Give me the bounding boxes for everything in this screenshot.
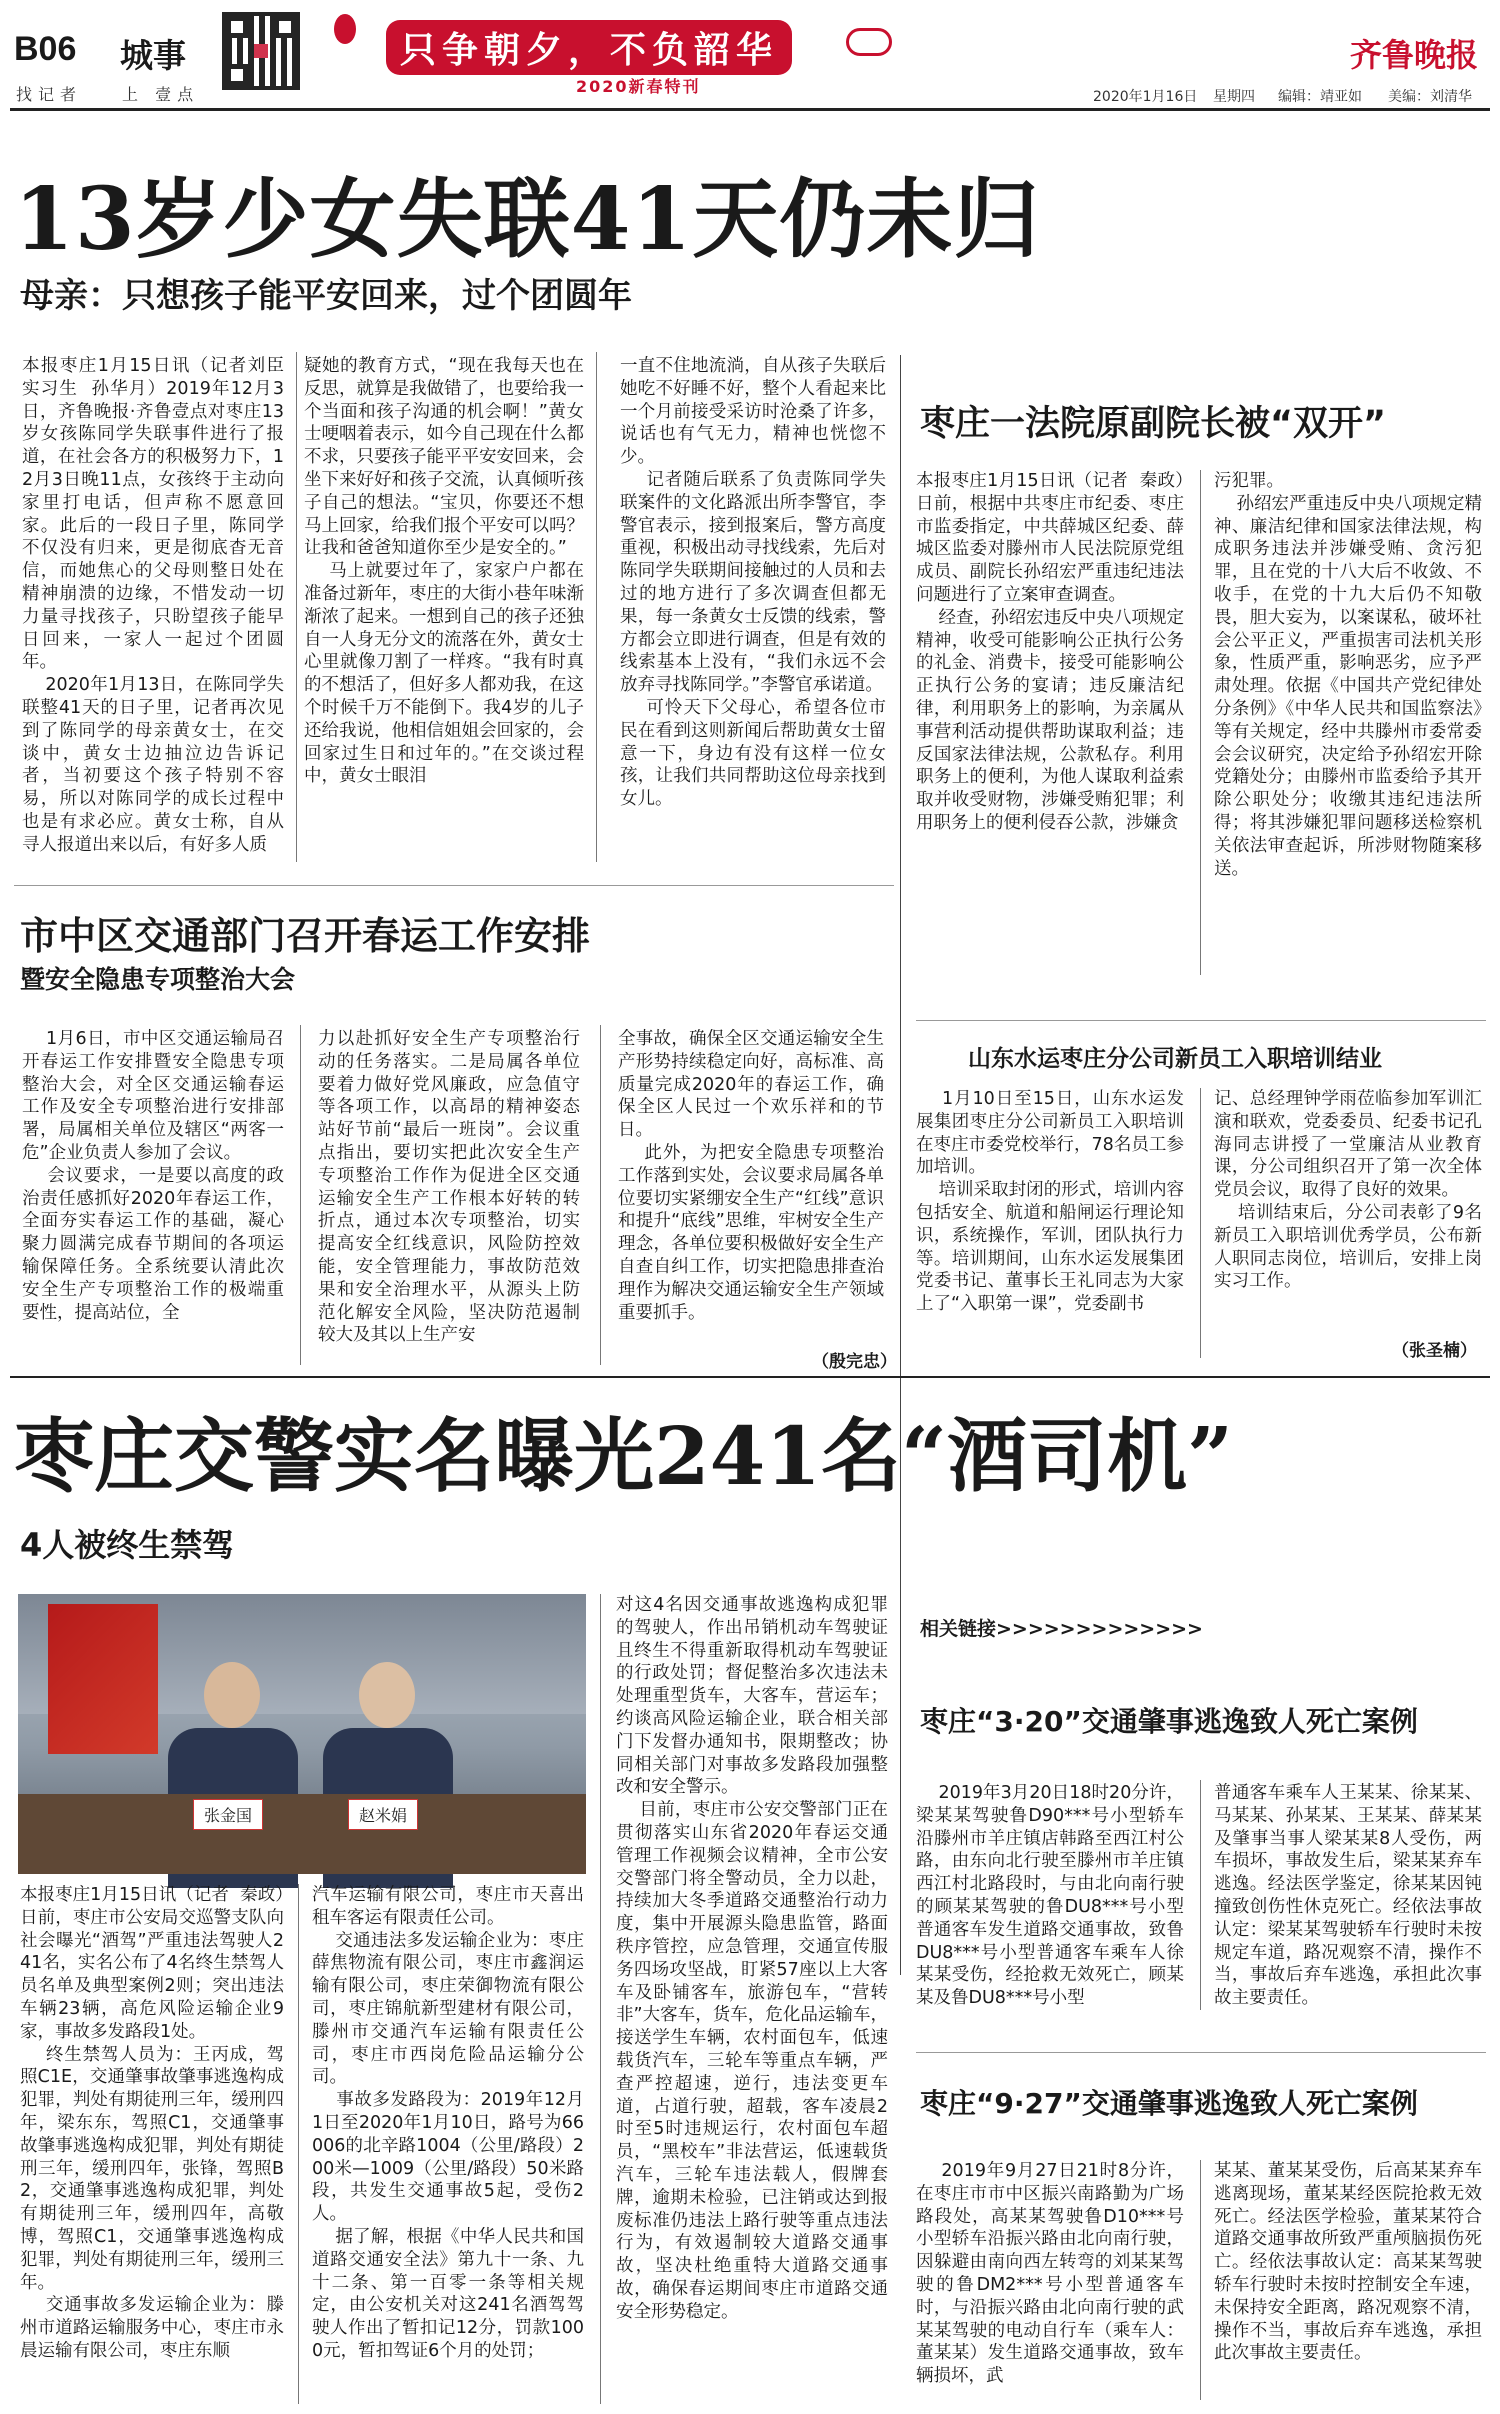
divider: [298, 1884, 299, 2404]
designer-credit: 美编：刘清华: [1388, 89, 1472, 105]
story1-col3: 一直不住地流淌，自从孩子失联后她吃不好睡不好，整个人看起来比一个月前接受采访时沧桑了许多，说话也有气无力，精神也恍惚不少。 记者随后联系了负责陈同学失联案件的文化路派出所李警官，李警官表示，接到报案后，警方高度重视，积极出动寻找线索，先后对陈同学失联期间接触过的人员和去过的地方进行了多次调查但都无果，每一条黄女士反馈的线索，警方都会立即进行调查，但是有效的线索基本上没有，“我们永远不会放弃寻找陈同学。”李警官承诺道。 可怜天下父母心，希望各位市民在看到这则新闻后帮助黄女士留意一下，身边有没有这样一位女孩，让我们共同帮助这位母亲找到女儿。: [620, 356, 886, 810]
issue-weekday: 星期四: [1213, 89, 1255, 105]
conference-desk: [18, 1794, 586, 1874]
issue-date: 2020年1月16日: [1093, 89, 1198, 105]
story3-subhead: 暨安全隐患专项整治大会: [20, 965, 296, 994]
divider: [296, 352, 297, 862]
story2-col2: 污犯罪。 孙绍宏严重违反中央八项规定精神、廉洁纪律和国家法律法规，构成职务违法并涉嫌受贿、贪污犯罪，且在党的十八大后不收敛、不收手，在党的十九大后仍不知敬畏，胆大妄为，以案谋私，破坏社会公平正义，严重损害司法机关形象，性质严重，影响恶劣，应予严肃处理。依据《中国共产党纪律处分条例》《中华人民共和国监察法》等有关规定，经中共滕州市委常委会会议研究，决定给予孙绍宏开除党籍处分；由滕州市监委给予其开除公职处分；收缴其违纪违法所得；将其涉嫌犯罪问题移送检察机关依法审查起诉，所涉财物随案移送。: [1214, 471, 1482, 879]
divider: [1200, 2160, 1201, 2400]
story3-col1: 1月6日，市中区交通运输局召开春运工作安排暨安全隐患专项整治大会，对全区交通运输春运工作及安全专项整治进行安排部署，局属相关单位及辖区“两客一危”企业负责人参加了会议。 会议要求，一是要以高度的政治责任感抓好2020年春运工作，全面夯实春运工作的基础，凝心聚力圆满完成春节期间的各项运输保障任务。全系统要认清此次安全生产专项整治工作的极端重要性，提高站位，全: [22, 1029, 284, 1323]
story1-col1: 本报枣庄1月15日讯（记者刘臣 实习生 孙华月）2019年12月3日，齐鲁晚报·齐鲁壹点对枣庄13岁女孩陈同学失联事件进行了报道，在社会各方的积极努力下，12月3日晚11点，女孩终于主动向家里打电话，但声称不愿意回家。此后的一段日子里，陈同学不仅没有归来，更是彻底杳无音信，而她焦心的父母则整日处在精神崩溃的边缘，不惜发动一切力量寻找孩子，只盼望孩子能早日回来，一家人一起过个团圆年。 2020年1月13日，在陈同学失联整41天的日子里，记者再次见到了陈同学的母亲黄女士，在交谈中，黄女士边抽泣边告诉记者，当初要这个孩子特别不容易，所以对陈同学的成长过程中也是有求必应。黄女士称，自从寻人报道出来以后，有好多人质: [22, 356, 284, 855]
name-plate-right: 赵米娟: [348, 1799, 418, 1830]
case1-col1: 2019年3月20日18时20分许，梁某某驾驶鲁D90***号小型轿车沿滕州市羊庄镇店韩路至西江村公路，由东向北行驶至滕州市羊庄镇西江村北路段时，与由北向南行驶的顾某某驾驶的鲁DU8***号小型普通客车发生道路交通事故，致鲁DU8***号小型普通客车乘车人徐某某受伤，经抢救无效死亡，顾某某及鲁DU8***号小型: [916, 1783, 1184, 2009]
story3-col2: 力以赴抓好安全生产专项整治行动的任务落实。二是局属各单位要着力做好党风廉政，应急值守等各项工作，以高昂的精神姿态站好节前“最后一班岗”。会议重点指出，要切实把此次安全生产专项整治工作作为促进全区交通运输安全生产工作根本好转的转折点，通过本次专项整治，切实提高安全红线意识，风险防控效能，安全管理能力，事故防范效果和安全治理水平，从源头上防范化解安全风险，坚决防范遏制较大及其以上生产安: [318, 1029, 580, 1346]
newspaper-logo: 齐鲁晚报: [1350, 36, 1479, 74]
divider: [596, 352, 597, 862]
lantern-icon: [334, 14, 356, 44]
related-links-label: 相关链接>>>>>>>>>>>>>: [920, 1618, 1203, 1640]
section-divider: [916, 2052, 1486, 2053]
slogan-left: 找记者: [16, 85, 83, 104]
case1-headline: 枣庄“3·20”交通肇事逃逸致人死亡案例: [920, 1705, 1418, 1738]
divider: [300, 1025, 301, 1365]
story2-headline: 枣庄一法院原副院长被“双开”: [920, 404, 1387, 444]
story1-col2: 疑她的教育方式，“现在我每天也在反思，就算是我做错了，也要给我一个当面和孩子沟通的机会啊！”黄女士哽咽着表示，如今自己现在什么都不求，只要孩子能平平安安回来，会坐下来好好和孩子交流，认真倾听孩子自己的想法。“宝贝，你要还不想马上回家，给我们报个平安可以吗？让我和爸爸知道你至少是安全的。” 马上就要过年了，家家户户都在准备过新年，枣庄的大街小巷年味渐渐浓了起来。一想到自己的孩子还独自一人身无分文的流落在外，黄女士心里就像刀割了一样疼。“我有时真的不想活了，但好多人都劝我，在这个时候千万不能倒下。我4岁的儿子还给我说，他相信姐姐会回家的，会回家过生日和过年的。”在交谈过程中，黄女士眼泪: [304, 356, 584, 787]
section-divider: [14, 885, 894, 886]
story4-byline: （张圣楠）: [1392, 1341, 1477, 1361]
story3-byline: （殷完忠）: [812, 1352, 897, 1372]
section-divider: [916, 1020, 1486, 1021]
cloud-icon: [846, 28, 892, 56]
story5-col1: 本报枣庄1月15日讯（记者 秦政）日前，枣庄市公安局交巡警支队向社会曝光“酒驾”严重违法驾驶人241名，实名公布了4名终生禁驾人员名单及典型案例2则；突出违法车辆23辆，高危风险运输企业9家，事故多发路段1处。 终生禁驾人员为：王丙成，驾照C1E，交通肇事故肇事逃逸构成犯罪，判处有期徒刑三年，缓刑四年，梁东东，驾照C1，交通肇事故肇事逃逸构成犯罪，判处有期徒刑三年，缓刑四年，张锋，驾照B2，交通肇事逃逸构成犯罪，判处有期徒刑三年，缓刑四年，高敬博，驾照C1，交通肇事逃逸构成犯罪，判处有期徒刑三年，缓刑三年。 交通事故多发运输企业为：滕州市道路运输服务中心，枣庄市永晨运输有限公司，枣庄东顺: [20, 1885, 284, 2361]
divider: [1200, 1780, 1201, 2010]
story3-col3: 全事故，确保全区交通运输安全生产形势持续稳定向好，高标准、高质量完成2020年的春运工作，确保全区人民过一个欢乐祥和的节日。 此外，为把安全隐患专项整治工作落到实处，会议要求局属各单位要切实紧绷安全生产“红线”意识和提升“底线”思维，牢树安全生产理念，各单位要积极做好安全生产自查自纠工作，切实把隐患排查治理作为解决交通运输安全生产领域重要抓手。: [618, 1029, 884, 1323]
story4-col1: 1月10日至15日，山东水运发展集团枣庄分公司新员工入职培训在枣庄市委党校举行，78名员工参加培训。 培训采取封闭的形式，培训内容包括安全、航道和船闸运行理论知识，系统操作，军训，团队执行力等。培训期间，山东水运发展集团党委书记、董事长王礼同志为大家上了“入职第一课”，党委副书: [916, 1089, 1184, 1315]
story3-headline: 市中区交通部门召开春运工作安排: [20, 914, 591, 958]
divider: [900, 355, 901, 1975]
banner-slogan: 只争朝夕，不负韶华: [386, 20, 792, 75]
story1-subhead: 母亲：只想孩子能平安回来，过个团圆年: [20, 276, 632, 316]
case2-col2: 某某、董某某受伤，后高某某弃车逃离现场，董某某经医院抢救无效死亡。经法医学检验，董某某符合道路交通事故所致严重颅脑损伤死亡。经依法事故认定：高某某驾驶轿车行驶时未按时控制安全车速，未保持安全距离，路况观察不清，操作不当，事故后弃车逃逸，承担此次事故主要责任。: [1214, 2161, 1482, 2364]
story2-col1: 本报枣庄1月15日讯（记者 秦政）日前，根据中共枣庄市纪委、枣庄市监委指定，中共薛城区纪委、薛城区监委对滕州市人民法院原党组成员、副院长孙绍宏严重违纪违法问题进行了立案审查调查。 经查，孙绍宏违反中央八项规定精神，收受可能影响公正执行公务的礼金、消费卡，接受可能影响公正执行公务的宴请；违反廉洁纪律，利用职务上的影响，为亲属从事营利活动提供帮助谋取利益；违反国家法律法规，公款私存。利用职务上的便利，为他人谋取利益索取并收受财物，涉嫌受贿犯罪；利用职务上的便利侵吞公款，涉嫌贪: [916, 471, 1184, 833]
masthead: [0, 0, 1500, 112]
section-name: 城事: [120, 36, 186, 75]
case2-headline: 枣庄“9·27”交通肇事逃逸致人死亡案例: [920, 2087, 1418, 2120]
divider: [1200, 470, 1201, 975]
editor-credit: 编辑：靖亚如: [1278, 89, 1362, 105]
case2-col1: 2019年9月27日21时8分许，在枣庄市市中区振兴南路勤为广场路段处，高某某驾驶鲁D10***号小型轿车沿振兴路由北向南行驶，因躲避由南向西左转弯的刘某某驾驶的鲁DM2***号小型普通客车时，与沿振兴路由北向南行驶的武某某驾驶的电动自行车（乘车人：董某某）发生道路交通事故，致车辆损坏，武: [916, 2161, 1184, 2387]
masthead-rule: [10, 108, 1490, 111]
name-plate-left: 张金国: [193, 1799, 263, 1830]
festive-banner: [326, 8, 896, 98]
case1-col2: 普通客车乘车人王某某、徐某某、马某某、孙某某、王某某、薛某某及肇事当事人梁某某8人受伤，两车损坏，事故发生后，梁某某弃车逃逸。经法医学鉴定，徐某某因钝撞致创伤性休克死亡。经依法事故认定：梁某某驾驶轿车行驶时未按规定车道，路况观察不清，操作不当，事故后弃车逃逸，承担此次事故主要责任。: [1214, 1783, 1482, 2009]
story5-col2: 汽车运输有限公司，枣庄市天喜出租车客运有限责任公司。 交通违法多发运输企业为：枣庄薛焦物流有限公司，枣庄市鑫润运输有限公司，枣庄荣御物流有限公司，枣庄锦航新型建材有限公司，滕州市交通汽车运输有限责任公司，枣庄市西岗危险品运输分公司。 事故多发路段为：2019年12月1日至2020年1月10日，路号为66006的北辛路1004（公里/路段）200米—1009（公里/路段）50米路段，共发生交通事故5起，受伤2人。 据了解，根据《中华人民共和国道路交通安全法》第九十一条、九十二条、第一百零一条等相关规定，由公安机关对这241名酒驾驾驶人作出了暂扣记12分，罚款1000元，暂扣驾证6个月的处罚；: [312, 1885, 584, 2361]
divider: [600, 1594, 601, 2404]
section-rule: [10, 1376, 1490, 1378]
story4-headline: 山东水运枣庄分公司新员工入职培训结业: [968, 1046, 1382, 1072]
story1-headline: 13岁少女失联41天仍未归: [14, 169, 1041, 270]
news-photo: [18, 1594, 586, 1874]
story5-col3: 对这4名因交通事故逃逸构成犯罪的驾驶人，作出吊销机动车驾驶证且终生不得重新取得机动车驾驶证的行政处罚；督促整治多次违法未处理重型货车，大客车，营运车；约谈高风险运输企业，联合相关部门下发督办通知书，限期整改；协同相关部门对事故多发路段加强整改和安全警示。 目前，枣庄市公安交警部门正在贯彻落实山东省2020年春运交通管理工作视频会议精神，全市公安交警部门将全警动员，全力以赴，持续加大冬季道路交通整治行动力度，集中开展源头隐患监管，路面秩序管控，应急管理，交通宣传服务四场攻坚战，盯紧57座以上大客车及卧铺客车，旅游包车，“营转非”大客车，货车，危化品运输车，接送学生车辆，农村面包车，低速载货汽车，三轮车等重点车辆，严查严控超速，逆行，违法变更车道，占道行驶，超载，客车凌晨2时至5时违规运行，农村面包车超员，“黑校车”非法营运，低速载货汽车，三轮车违法载人，假牌套牌，逾期未检验，已注销或达到报废标准仍违法上路行驶等重点违法行为，有效遏制较大道路交通事故，坚决杜绝重特大道路交通事故，确保春运期间枣庄市道路交通安全形势稳定。: [616, 1595, 888, 2322]
banner-subtitle: 2020新春特刊: [576, 77, 701, 96]
divider: [600, 1025, 601, 1365]
qr-code[interactable]: [222, 12, 300, 90]
divider: [1200, 1088, 1201, 1358]
slogan-right: 上 壹点: [122, 85, 200, 104]
story4-col2: 记、总经理钟学雨莅临参加军训汇演和联欢，党委委员、纪委书记孔海同志讲授了一堂廉洁从业教育课，分公司组织召开了第一次全体党员会议，取得了良好的效果。 培训结束后，分公司表彰了9名新员工入职培训优秀学员，公布新人职同志岗位，培训后，安排上岗实习工作。: [1214, 1089, 1482, 1292]
flag-icon: [48, 1604, 158, 1754]
story5-headline: 枣庄交警实名曝光241名“酒司机”: [14, 1409, 1234, 1503]
page-number: B06: [14, 30, 77, 68]
story5-subhead: 4人被终生禁驾: [20, 1526, 235, 1564]
